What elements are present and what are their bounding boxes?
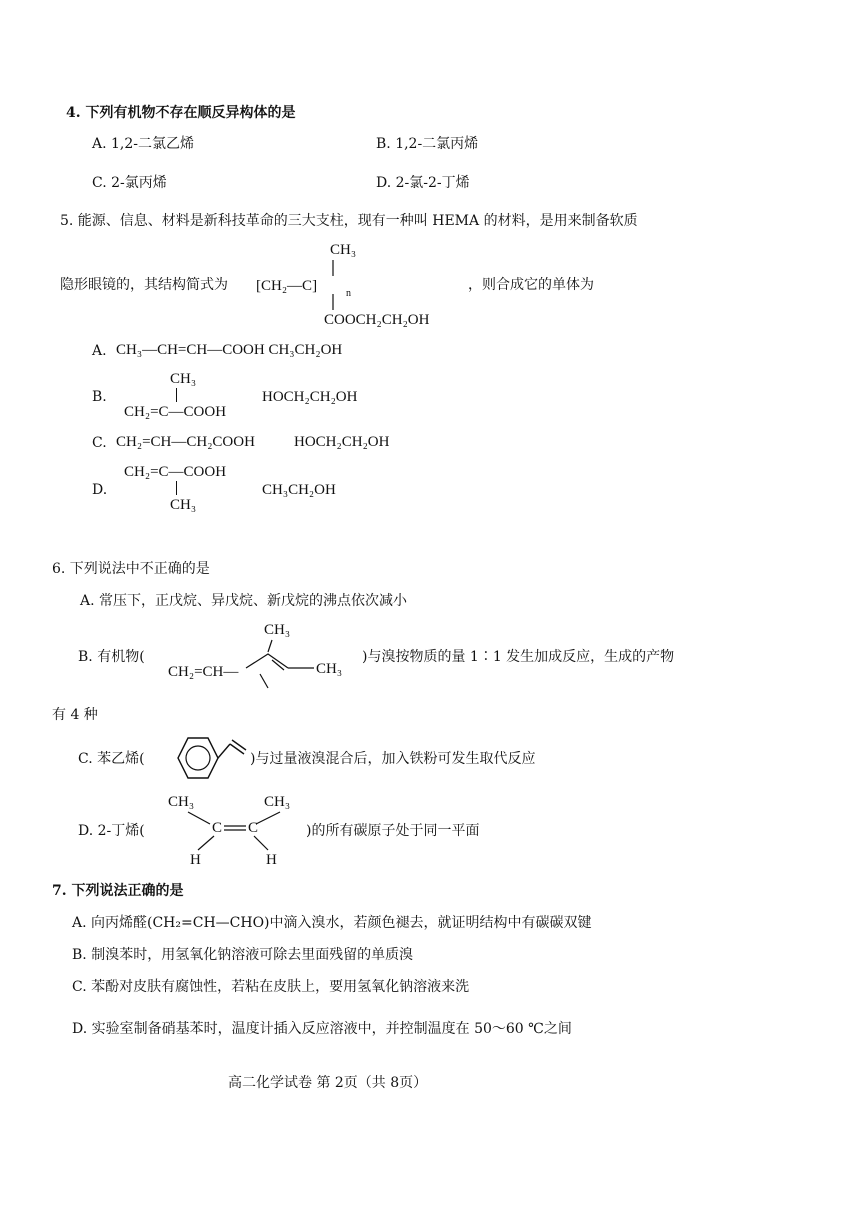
q5-stem: 5. 能源、信息、材料是新科技革命的三大支柱，现有一种叫 HEMA 的材料，是用来制备软质 (60, 213, 638, 229)
q5-option-b-methyl: CH₃ (170, 371, 197, 387)
q6-option-b-continued: 有 4 种 (52, 707, 98, 723)
diene-methyl-right: CH₃ (316, 661, 343, 677)
q7-option-a: A. 向丙烯醛(CH₂=CH—CHO)中滴入溴水，若颜色褪去，就证明结构中有碳碳双键 (72, 915, 592, 931)
q4-option-a: A. 1,2-二氯乙烯 (92, 136, 195, 152)
q5-option-c-diol: HOCH₂CH₂OH (294, 434, 390, 450)
q4-option-c: C. 2-氯丙烯 (92, 175, 167, 191)
q5-option-d-ethanol: CH₃CH₂OH (262, 482, 336, 498)
diene-methyl-top: CH₃ (264, 622, 291, 638)
q7-option-d: D. 实验室制备硝基苯时，温度计插入反应溶液中，并控制温度在 50～60 ℃之间 (72, 1021, 572, 1037)
styrene-structure (164, 730, 254, 790)
q5-option-b-acid: CH₂=C—COOH (124, 404, 227, 420)
q5-option-c-label: C. (92, 435, 107, 451)
q5-option-d-acid: CH₂=C—COOH (124, 464, 227, 480)
diene-structure (164, 618, 364, 692)
q7-option-c: C. 苯酚对皮肤有腐蚀性，若粘在皮肤上，要用氢氧化钠溶液来洗 (72, 979, 470, 995)
q6-option-a: A. 常压下，正戊烷、异戊烷、新戊烷的沸点依次减小 (80, 593, 408, 609)
butene-ch3-left: CH₃ (168, 794, 195, 810)
q6-option-c-pre: C. 苯乙烯( (78, 751, 145, 767)
q7-option-b: B. 制溴苯时，用氢氧化钠溶液可除去里面残留的单质溴 (72, 947, 414, 963)
q6-stem: 6. 下列说法中不正确的是 (52, 561, 210, 577)
q5-stem-line2: 隐形眼镜的，其结构简式为 (60, 277, 228, 293)
q5-option-b-diol: HOCH₂CH₂OH (262, 389, 358, 405)
q6-option-b-pre: B. 有机物( (78, 649, 145, 665)
polymer-chain: [CH₂—C] (256, 278, 318, 294)
butene-c2: C (248, 820, 259, 836)
butene-h-left: H (190, 852, 201, 868)
hema-polymer-structure (250, 238, 470, 330)
butene-ch3-right: CH₃ (264, 794, 291, 810)
butene-c1: C (212, 820, 223, 836)
q5-option-d-label: D. (92, 482, 108, 498)
polymer-n: n (346, 288, 351, 299)
diene-left-group: CH₂=CH— (168, 664, 239, 680)
q6-option-c-post: )与过量液溴混合后，加入铁粉可发生取代反应 (250, 751, 536, 767)
polymer-ester-group: COOCH₂CH₂OH (324, 312, 430, 328)
q7-stem: 7. 下列说法正确的是 (52, 883, 184, 899)
q5-option-a-formula: CH₃—CH=CH—COOH CH₃CH₂OH (116, 342, 343, 358)
polymer-methyl: CH₃ (330, 242, 357, 258)
q6-option-d-pre: D. 2-丁烯( (78, 823, 145, 839)
q5-option-a-label: A. (92, 343, 107, 359)
q4-stem: 4. 下列有机物不存在顺反异构体的是 (66, 105, 296, 121)
q5-option-d-methyl: CH₃ (170, 497, 197, 513)
q5-stem-line3: ，则合成它的单体为 (468, 277, 594, 293)
q5-d-bond (176, 481, 177, 495)
q6-option-d-post: )的所有碳原子处于同一平面 (306, 823, 480, 839)
butene-h-right: H (266, 852, 277, 868)
q6-option-b-post: )与溴按物质的量 1∶1 发生加成反应，生成的产物 (362, 649, 675, 665)
q4-option-b: B. 1,2-二氯丙烯 (376, 136, 479, 152)
page-footer: 高二化学试卷 第 2页（共 8页） (228, 1075, 428, 1091)
2-butene-structure (162, 790, 312, 868)
q5-b-bond (176, 388, 177, 402)
q5-option-b-label: B. (92, 389, 107, 405)
q5-option-c-acid: CH₂=CH—CH₂COOH (116, 434, 255, 450)
q4-option-d: D. 2-氯-2-丁烯 (376, 175, 470, 191)
